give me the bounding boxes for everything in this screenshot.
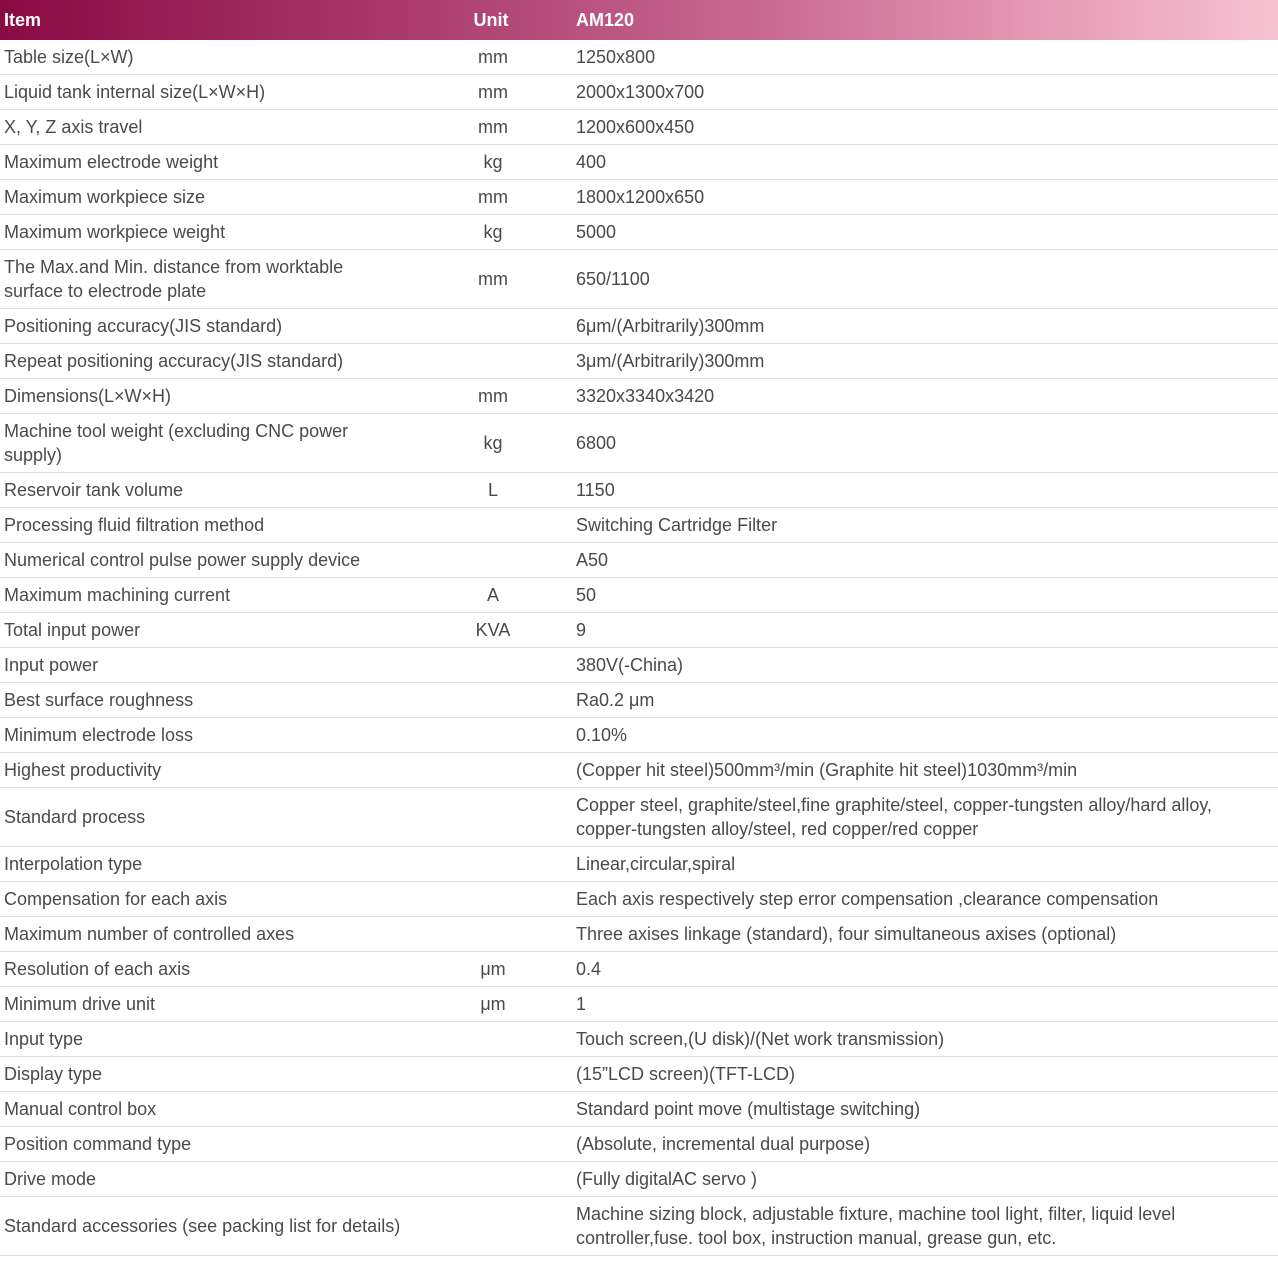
cell-value: Switching Cartridge Filter [576, 508, 1278, 543]
cell-value: 1800x1200x650 [576, 180, 1278, 215]
cell-item: Compensation for each axis [0, 882, 410, 917]
cell-value: 9 [576, 613, 1278, 648]
table-row [0, 753, 1278, 788]
cell-value: 1150 [576, 473, 1278, 508]
table-row [0, 379, 1278, 414]
header-item: Item [4, 9, 42, 30]
table-row [0, 75, 1278, 110]
cell-item: X, Y, Z axis travel [0, 110, 410, 145]
cell-item: Best surface roughness [0, 683, 410, 718]
cell-item: Dimensions(L×W×H) [0, 379, 410, 414]
header-unit: Unit [473, 9, 509, 30]
cell-unit [410, 1197, 576, 1256]
cell-unit: kg [410, 145, 576, 180]
cell-unit [410, 882, 576, 917]
cell-unit [410, 648, 576, 683]
cell-unit [410, 508, 576, 543]
cell-item: Input type [0, 1022, 410, 1057]
cell-unit: L [410, 473, 576, 508]
cell-item: Liquid tank internal size(L×W×H) [0, 75, 410, 110]
cell-item: Maximum number of controlled axes [0, 917, 410, 952]
table-row [0, 1162, 1278, 1197]
cell-item: Standard process [0, 788, 410, 847]
cell-item: Drive mode [0, 1162, 410, 1197]
cell-item: Maximum workpiece size [0, 180, 410, 215]
table-row [0, 788, 1278, 847]
cell-item: The Max.and Min. distance from worktable surface to electrode plate [0, 250, 410, 309]
cell-unit: μm [410, 952, 576, 987]
cell-value: 6μm/(Arbitrarily)300mm [576, 309, 1278, 344]
table-row [0, 215, 1278, 250]
cell-unit: KVA [410, 613, 576, 648]
cell-unit [410, 1162, 576, 1197]
cell-item: Reservoir tank volume [0, 473, 410, 508]
table-row [0, 145, 1278, 180]
header-model: AM120 [576, 9, 635, 30]
table-row [0, 40, 1278, 75]
cell-unit: mm [410, 250, 576, 309]
cell-unit [410, 344, 576, 379]
cell-value: 1 [576, 987, 1278, 1022]
cell-value: Ra0.2 μm [576, 683, 1278, 718]
cell-value: Linear,circular,spiral [576, 847, 1278, 882]
cell-unit [410, 718, 576, 753]
cell-value: 650/1100 [576, 250, 1278, 309]
cell-item: Minimum drive unit [0, 987, 410, 1022]
cell-item: Machine tool weight (excluding CNC power supply) [0, 414, 410, 473]
cell-item: Maximum electrode weight [0, 145, 410, 180]
cell-unit: mm [410, 110, 576, 145]
cell-value: Machine sizing block, adjustable fixture, machine tool light, filter, liquid level controller,fuse. tool box, instruction manual, grease gun, etc. [576, 1197, 1278, 1256]
cell-item: Position command type [0, 1127, 410, 1162]
cell-value: 3μm/(Arbitrarily)300mm [576, 344, 1278, 379]
table-row [0, 718, 1278, 753]
table-row [0, 1022, 1278, 1057]
table-row [0, 110, 1278, 145]
cell-unit [410, 1092, 576, 1127]
cell-value: 3320x3340x3420 [576, 379, 1278, 414]
cell-unit [410, 788, 576, 847]
table-row [0, 882, 1278, 917]
cell-item: Table size(L×W) [0, 40, 410, 75]
cell-item: Standard accessories (see packing list for details) [0, 1197, 410, 1256]
cell-unit: mm [410, 379, 576, 414]
table-row [0, 847, 1278, 882]
table-row [0, 952, 1278, 987]
cell-value: Touch screen,(U disk)/(Net work transmission) [576, 1022, 1278, 1057]
cell-value: 0.10% [576, 718, 1278, 753]
cell-item: Positioning accuracy(JIS standard) [0, 309, 410, 344]
cell-unit [410, 1022, 576, 1057]
table-row [0, 344, 1278, 379]
table-header-row [0, 0, 1278, 40]
cell-unit [410, 1127, 576, 1162]
cell-unit: mm [410, 40, 576, 75]
cell-unit [410, 1057, 576, 1092]
table-row [0, 613, 1278, 648]
cell-value: 6800 [576, 414, 1278, 473]
cell-item: Highest productivity [0, 753, 410, 788]
cell-value: 1200x600x450 [576, 110, 1278, 145]
table-row [0, 250, 1278, 309]
cell-item: Processing fluid filtration method [0, 508, 410, 543]
cell-value: Each axis respectively step error compensation ,clearance compensation [576, 882, 1278, 917]
cell-item: Resolution of each axis [0, 952, 410, 987]
cell-unit: mm [410, 75, 576, 110]
table-row [0, 683, 1278, 718]
cell-value: 0.4 [576, 952, 1278, 987]
cell-unit: mm [410, 180, 576, 215]
cell-item: Numerical control pulse power supply device [0, 543, 410, 578]
cell-value: (Fully digitalAC servo ) [576, 1162, 1278, 1197]
table-row [0, 309, 1278, 344]
cell-value: 50 [576, 578, 1278, 613]
table-row [0, 917, 1278, 952]
cell-item: Maximum machining current [0, 578, 410, 613]
cell-unit [410, 847, 576, 882]
cell-unit: μm [410, 987, 576, 1022]
cell-unit [410, 543, 576, 578]
cell-value: (Absolute, incremental dual purpose) [576, 1127, 1278, 1162]
cell-item: Interpolation type [0, 847, 410, 882]
table-row [0, 473, 1278, 508]
cell-value: Copper steel, graphite/steel,fine graphite/steel, copper-tungsten alloy/hard alloy, copper-tungsten alloy/steel, red copper/red copper [576, 788, 1278, 847]
cell-value: A50 [576, 543, 1278, 578]
cell-unit [410, 683, 576, 718]
table-row [0, 543, 1278, 578]
cell-item: Maximum workpiece weight [0, 215, 410, 250]
cell-unit [410, 753, 576, 788]
cell-item: Manual control box [0, 1092, 410, 1127]
cell-item: Minimum electrode loss [0, 718, 410, 753]
table-row [0, 648, 1278, 683]
table-row [0, 414, 1278, 473]
cell-value: Standard point move (multistage switching) [576, 1092, 1278, 1127]
cell-item: Total input power [0, 613, 410, 648]
cell-unit [410, 309, 576, 344]
table-row [0, 1057, 1278, 1092]
cell-value: 5000 [576, 215, 1278, 250]
table-row [0, 1092, 1278, 1127]
table-row [0, 578, 1278, 613]
cell-item: Display type [0, 1057, 410, 1092]
cell-item: Repeat positioning accuracy(JIS standard) [0, 344, 410, 379]
table-row [0, 987, 1278, 1022]
cell-item: Input power [0, 648, 410, 683]
table-row [0, 1127, 1278, 1162]
cell-unit: A [410, 578, 576, 613]
table-body [0, 40, 1278, 1256]
cell-value: 2000x1300x700 [576, 75, 1278, 110]
cell-value: 400 [576, 145, 1278, 180]
table-row [0, 1197, 1278, 1256]
cell-value: 1250x800 [576, 40, 1278, 75]
cell-unit [410, 917, 576, 952]
cell-unit: kg [410, 215, 576, 250]
cell-value: 380V(-China) [576, 648, 1278, 683]
cell-value: Three axises linkage (standard), four simultaneous axises (optional) [576, 917, 1278, 952]
cell-unit: kg [410, 414, 576, 473]
cell-value: (Copper hit steel)500mm³/min (Graphite hit steel)1030mm³/min [576, 753, 1278, 788]
cell-value: (15”LCD screen)(TFT-LCD) [576, 1057, 1278, 1092]
table-row [0, 180, 1278, 215]
table-row [0, 508, 1278, 543]
